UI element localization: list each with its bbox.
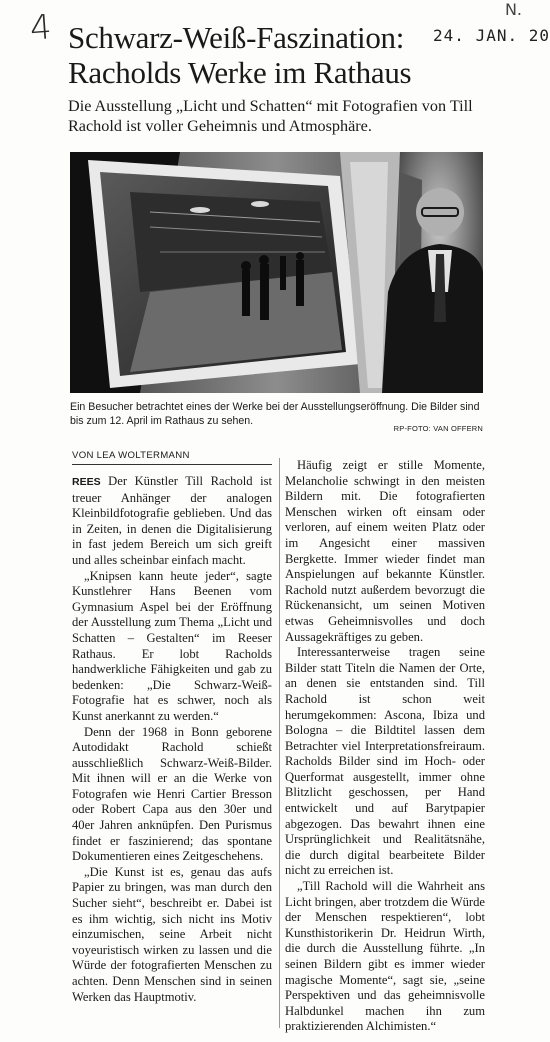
paragraph: Denn der 1968 in Bonn geborene Autodidakt Rachold schießt ausschließlich Schwarz-Weiß-Bilder. Mit ihnen will er an die Werke von Fotografen wie Henri Cartier Bresson oder Robert Capa aus den 30er und 40er Jahren anknüpfen. Den Purismus findet er faszinierend; das spontane Dokumentieren eines Zeitgeschehens. xyxy=(72,724,272,864)
paragraph: „Die Kunst ist es, genau das aufs Papier zu bringen, was man durch den Sucher sieht“, beschreibt er. Dabei ist es ihm wichtig, sich nicht ins Motiv einzumischen, seine Arbeit nicht voyeuristisch wirken zu lassen und die Würde der fotografierten Menschen zu achten. Denn Menschen sind in seinen Werken das Hauptmotiv. xyxy=(72,864,272,1004)
handwritten-mark: 4 xyxy=(28,7,54,49)
paragraph: „Knipsen kann heute jeder“, sagte Kunstlehrer Hans Beenen vom Gymnasium Aspel bei der Eröffnung der Ausstellung zum Thema „Licht und Schatten – Gestalten“ im Reeser Rathaus. Er lobt Racholds handwerkliche Fähigkeiten und gab zu bedenken: „Die Schwarz-Weiß-Fotografie hat es schwer, noch als Kunst anerkannt zu werden.“ xyxy=(72,568,272,723)
headline-line-1: Schwarz-Weiß-Faszination: xyxy=(68,20,405,55)
article-headline xyxy=(68,20,468,90)
handwritten-scribble: N. xyxy=(504,0,522,19)
exhibition-photo-drawing xyxy=(70,152,483,393)
article-photo xyxy=(70,152,483,393)
dateline: REES xyxy=(72,476,101,488)
article-subline: Die Ausstellung „Licht und Schatten“ mit Fotografien von Till Rachold ist voller Geheimnis und Atmosphäre. xyxy=(68,97,473,135)
headline-line-2: Racholds Werke im Rathaus xyxy=(68,55,412,90)
paragraph xyxy=(72,474,272,569)
paragraph: Interessanterweise tragen seine Bilder statt Titeln die Namen der Orte, an denen sie entstanden sind. Till Rachold ist schon weit herumgekommen: Ascona, Ibiza und Bologna – die Bildtitel lassen dem Betrachter viel Interpretationsfreiraum. Racholds Bilder sind im Hoch- oder Querformat ausgestellt, immer ohne Blitzlicht geschossen, per Hand entwickelt und auf Barytpapier abgezogen. Das bewahrt ihnen eine Ursprünglichkeit und Realitätsnähe, die durch digital bearbeitete Bilder nicht zu erreichen ist. xyxy=(285,645,485,878)
paragraph-text: Der Künstler Till Rachold ist treuer Anhänger der analogen Kleinbildfotografie geblieben. Und das in Zeiten, in denen die Digitalisierung in fast jedem Bereich um sich greift und alles scheinbar einfach macht. xyxy=(72,474,272,567)
author-byline: VON LEA WOLTERMANN xyxy=(72,450,272,465)
photo-credit: RP-FOTO: VAN OFFERN xyxy=(393,424,483,433)
paragraph: „Till Rachold will die Wahrheit ans Licht bringen, aber trotzdem die Würde der Menschen respektieren“, lobt Kunsthistorikerin Dr. Heidrun Wirth, die durch die Ausstellung führte. „In seinen Bildern gibt es immer wieder magische Momente“, sagt sie, „seine Perspektiven und das geheimnisvolle Halbdunkel machen ihn zum praktizierenden Alchimisten.“ xyxy=(285,879,485,1034)
paragraph: Häufig zeigt er stille Momente, Melancholie schwingt in den meisten Bildern mit. Die fotografierten Menschen wirken oft einsam oder verloren, auf einem weiten Platz oder im Angesicht einer massiven Bergkette. Immer wieder findet man Anspielungen auf bekannte Künstler. Rachold nutzt außerdem bevorzugt die Rückenansicht, um seinen Motiven etwas Geheimnisvolles und doch Aussagekräftiges zu geben. xyxy=(285,458,485,644)
article-column-left xyxy=(72,474,272,1005)
article-column-right xyxy=(285,458,485,1035)
date-stamp: 24. JAN. 20 xyxy=(433,26,550,45)
column-divider xyxy=(279,458,280,1028)
photo-caption: Ein Besucher betrachtet eines der Werke bei der Ausstellungseröffnung. Die Bilder sind bis zum 12. April im Rathaus zu sehen. xyxy=(70,401,480,427)
